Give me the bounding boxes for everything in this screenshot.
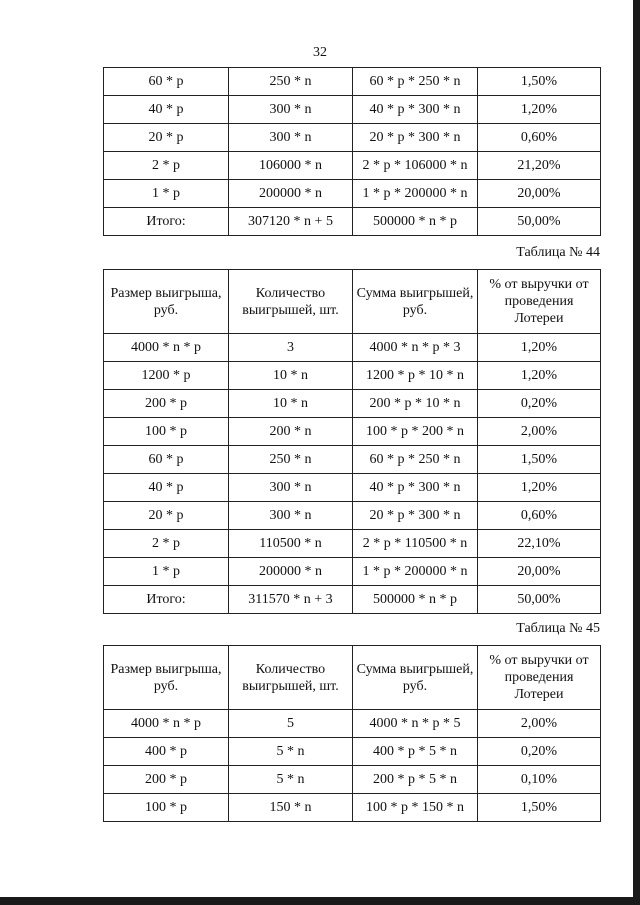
revenue-percent-cell: 0,60% [478, 502, 601, 530]
revenue-percent-cell: 2,00% [478, 418, 601, 446]
prize-count-cell: 150 * n [229, 794, 353, 822]
header-revenue-percent: % от выручки от проведения Лотереи [478, 270, 601, 334]
prize-amount-cell: 40 * p [104, 474, 229, 502]
prize-amount-cell: 1 * p [104, 558, 229, 586]
prize-sum-cell: 20 * p * 300 * n [353, 502, 478, 530]
prize-amount-cell: 60 * p [104, 446, 229, 474]
prize-amount-cell: 1 * p [104, 180, 229, 208]
header-prize-count: Количество выигрышей, шт. [229, 646, 353, 710]
prize-count-cell: 300 * n [229, 502, 353, 530]
scan-bottom-edge [0, 897, 640, 905]
table-row [104, 738, 601, 766]
table-row [104, 446, 601, 474]
prize-sum-cell: 1 * p * 200000 * n [353, 180, 478, 208]
table-row [104, 334, 601, 362]
prize-sum-cell: 60 * p * 250 * n [353, 446, 478, 474]
table-row [104, 390, 601, 418]
revenue-percent-cell: 50,00% [478, 208, 601, 236]
prize-amount-cell: 100 * p [104, 418, 229, 446]
scan-right-edge [633, 0, 640, 905]
prize-sum-cell: 500000 * n * p [353, 586, 478, 614]
prize-amount-cell: 4000 * n * p [104, 710, 229, 738]
table-row [104, 180, 601, 208]
table-row [104, 418, 601, 446]
prize-count-cell: 300 * n [229, 96, 353, 124]
prize-sum-cell: 40 * p * 300 * n [353, 96, 478, 124]
prize-sum-cell: 4000 * n * p * 3 [353, 334, 478, 362]
prize-count-cell: 307120 * n + 5 [229, 208, 353, 236]
prize-count-cell: 3 [229, 334, 353, 362]
table-row [104, 68, 601, 96]
prize-count-cell: 110500 * n [229, 530, 353, 558]
prize-count-cell: 106000 * n [229, 152, 353, 180]
prize-amount-cell: 4000 * n * p [104, 334, 229, 362]
prize-sum-cell: 1 * p * 200000 * n [353, 558, 478, 586]
revenue-percent-cell: 1,20% [478, 96, 601, 124]
prize-count-cell: 300 * n [229, 124, 353, 152]
header-prize-amount: Размер выигрыша, руб. [104, 646, 229, 710]
revenue-percent-cell: 1,20% [478, 474, 601, 502]
prize-table-44 [103, 269, 601, 614]
header-prize-count: Количество выигрышей, шт. [229, 270, 353, 334]
revenue-percent-cell: 20,00% [478, 180, 601, 208]
prize-count-cell: 200000 * n [229, 558, 353, 586]
prize-amount-cell: 200 * p [104, 766, 229, 794]
total-row [104, 208, 601, 236]
prize-sum-cell: 40 * p * 300 * n [353, 474, 478, 502]
prize-count-cell: 5 * n [229, 738, 353, 766]
prize-sum-cell: 100 * p * 200 * n [353, 418, 478, 446]
prize-sum-cell: 400 * p * 5 * n [353, 738, 478, 766]
revenue-percent-cell: 0,60% [478, 124, 601, 152]
revenue-percent-cell: 20,00% [478, 558, 601, 586]
revenue-percent-cell: 21,20% [478, 152, 601, 180]
table-row [104, 474, 601, 502]
table-row [104, 530, 601, 558]
table-row [104, 710, 601, 738]
revenue-percent-cell: 1,20% [478, 334, 601, 362]
table-header-row [104, 646, 601, 710]
prize-sum-cell: 2 * p * 106000 * n [353, 152, 478, 180]
prize-sum-cell: 200 * p * 5 * n [353, 766, 478, 794]
prize-amount-cell: 40 * p [104, 96, 229, 124]
header-prize-amount: Размер выигрыша, руб. [104, 270, 229, 334]
total-label-cell: Итого: [104, 208, 229, 236]
prize-sum-cell: 100 * p * 150 * n [353, 794, 478, 822]
table-45-caption: Таблица № 45 [516, 621, 600, 636]
revenue-percent-cell: 0,20% [478, 738, 601, 766]
revenue-percent-cell: 2,00% [478, 710, 601, 738]
total-row [104, 586, 601, 614]
table-row [104, 362, 601, 390]
prize-amount-cell: 20 * p [104, 502, 229, 530]
header-prize-sum: Сумма выигрышей, руб. [353, 270, 478, 334]
prize-count-cell: 250 * n [229, 446, 353, 474]
table-row [104, 96, 601, 124]
prize-amount-cell: 1200 * p [104, 362, 229, 390]
prize-count-cell: 300 * n [229, 474, 353, 502]
table-header-row [104, 270, 601, 334]
prize-count-cell: 250 * n [229, 68, 353, 96]
prize-count-cell: 200000 * n [229, 180, 353, 208]
table-row [104, 124, 601, 152]
prize-sum-cell: 1200 * p * 10 * n [353, 362, 478, 390]
page-number: 32 [313, 45, 327, 60]
prize-count-cell: 10 * n [229, 362, 353, 390]
prize-amount-cell: 2 * p [104, 152, 229, 180]
revenue-percent-cell: 1,50% [478, 68, 601, 96]
prize-sum-cell: 200 * p * 10 * n [353, 390, 478, 418]
prize-count-cell: 200 * n [229, 418, 353, 446]
table-row [104, 502, 601, 530]
prize-amount-cell: 60 * p [104, 68, 229, 96]
prize-amount-cell: 20 * p [104, 124, 229, 152]
header-prize-sum: Сумма выигрышей, руб. [353, 646, 478, 710]
table-row [104, 152, 601, 180]
revenue-percent-cell: 50,00% [478, 586, 601, 614]
total-label-cell: Итого: [104, 586, 229, 614]
revenue-percent-cell: 1,50% [478, 446, 601, 474]
table-row [104, 558, 601, 586]
continued-prize-table [103, 67, 601, 236]
prize-amount-cell: 200 * p [104, 390, 229, 418]
prize-amount-cell: 100 * p [104, 794, 229, 822]
prize-count-cell: 5 [229, 710, 353, 738]
revenue-percent-cell: 0,20% [478, 390, 601, 418]
prize-sum-cell: 20 * p * 300 * n [353, 124, 478, 152]
prize-amount-cell: 400 * p [104, 738, 229, 766]
prize-sum-cell: 2 * p * 110500 * n [353, 530, 478, 558]
table-row [104, 794, 601, 822]
prize-amount-cell: 2 * p [104, 530, 229, 558]
header-revenue-percent: % от выручки от проведения Лотереи [478, 646, 601, 710]
prize-count-cell: 10 * n [229, 390, 353, 418]
revenue-percent-cell: 1,20% [478, 362, 601, 390]
prize-table-45 [103, 645, 601, 822]
revenue-percent-cell: 1,50% [478, 794, 601, 822]
prize-sum-cell: 4000 * n * p * 5 [353, 710, 478, 738]
table-44-caption: Таблица № 44 [516, 245, 600, 260]
prize-count-cell: 5 * n [229, 766, 353, 794]
prize-count-cell: 311570 * n + 3 [229, 586, 353, 614]
table-row [104, 766, 601, 794]
revenue-percent-cell: 22,10% [478, 530, 601, 558]
prize-sum-cell: 60 * p * 250 * n [353, 68, 478, 96]
revenue-percent-cell: 0,10% [478, 766, 601, 794]
prize-sum-cell: 500000 * n * p [353, 208, 478, 236]
